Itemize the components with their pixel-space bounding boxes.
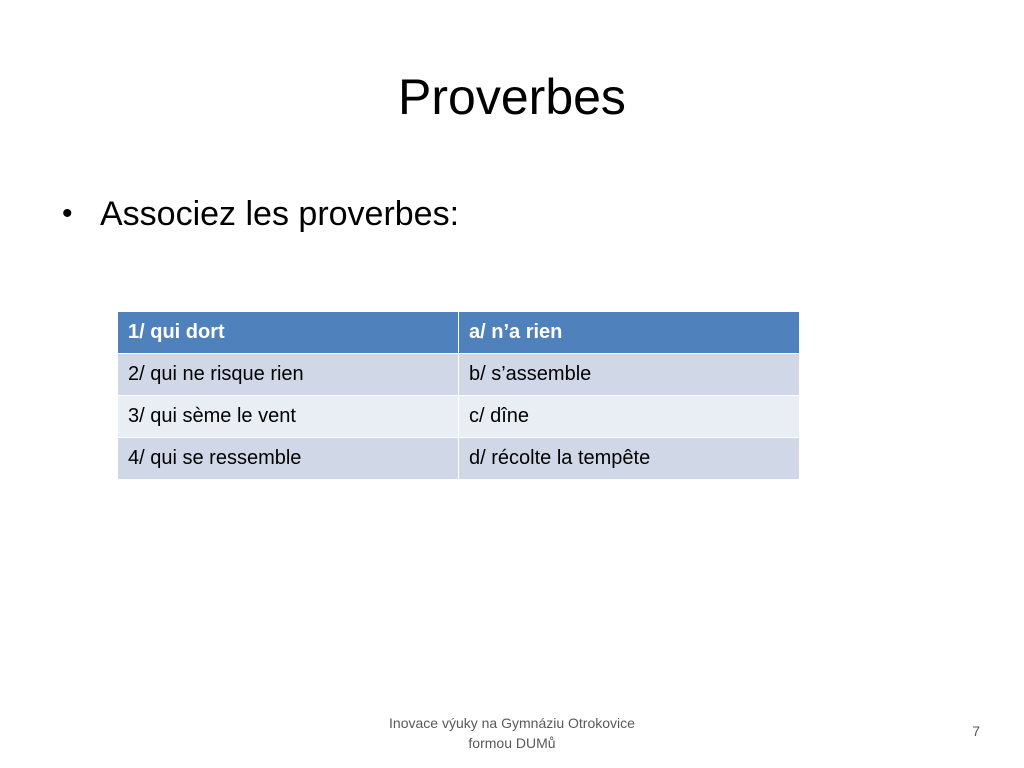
table-header-row (118, 312, 800, 354)
table-cell: 4/ qui se ressemble (118, 438, 459, 480)
table-cell: c/ dîne (459, 396, 800, 438)
slide-title: Proverbes (398, 69, 626, 125)
proverbs-table (117, 311, 800, 480)
table-cell: 3/ qui sème le vent (118, 396, 459, 438)
bullet-text: Associez les proverbes: (100, 195, 460, 233)
bullet-item (62, 188, 459, 240)
table-cell: 1/ qui dort (118, 312, 459, 354)
table-cell: 2/ qui ne risque rien (118, 354, 459, 396)
table-row (118, 354, 800, 396)
page-number: 7 (972, 723, 980, 739)
table-row (118, 438, 800, 480)
footer-line: formou DUMů (468, 735, 556, 751)
table-cell: b/ s’assemble (459, 354, 800, 396)
table-cell: d/ récolte la tempête (459, 438, 800, 480)
bullet-icon: • (62, 197, 73, 230)
footer-line: Inovace výuky na Gymnáziu Otrokovice (389, 715, 635, 731)
slide-footer (312, 713, 712, 753)
table-row (118, 396, 800, 438)
table-cell: a/ n’a rien (459, 312, 800, 354)
